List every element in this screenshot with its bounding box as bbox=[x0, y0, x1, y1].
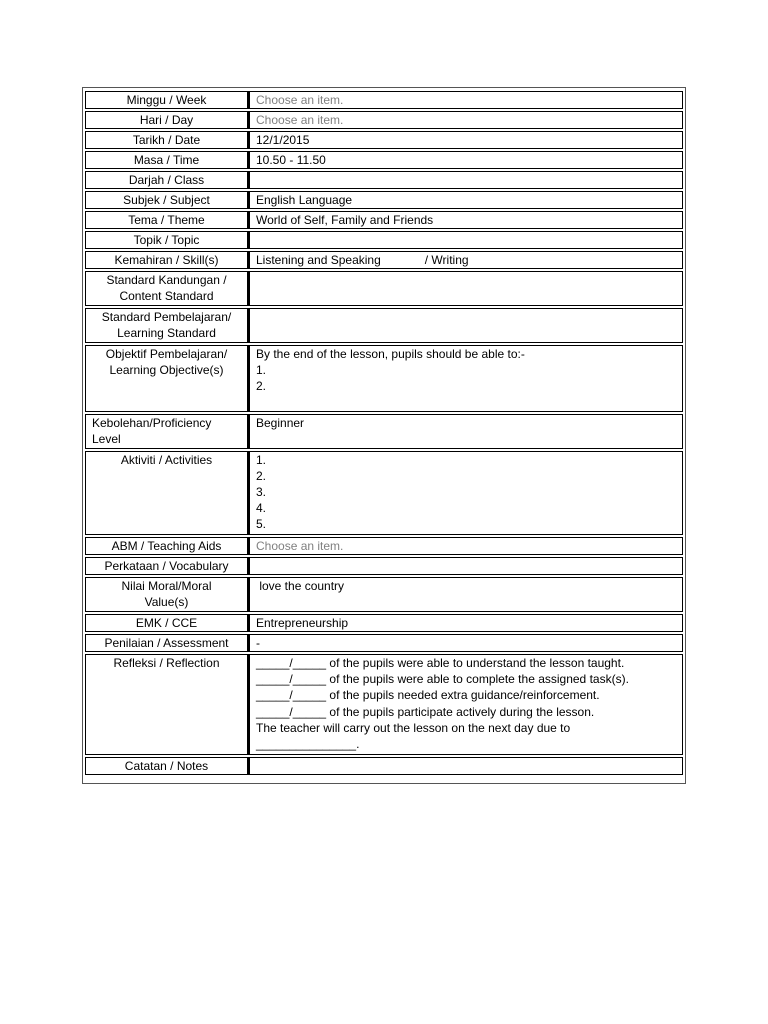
class-field[interactable] bbox=[248, 171, 683, 189]
activity-item-3: 3. bbox=[256, 485, 267, 499]
row-topic bbox=[85, 231, 683, 249]
week-dropdown[interactable]: Choose an item. bbox=[248, 91, 683, 109]
content-standard-field[interactable] bbox=[248, 271, 683, 306]
label-content-standard-2: Content Standard bbox=[119, 289, 214, 303]
row-moral bbox=[85, 577, 683, 612]
label-date: Tarikh / Date bbox=[85, 131, 248, 149]
label-proficiency bbox=[85, 414, 248, 449]
label-topic: Topik / Topic bbox=[85, 231, 248, 249]
reflection-line-4: _____/_____ of the pupils participate actively during the lesson. bbox=[256, 704, 595, 719]
theme-field[interactable]: World of Self, Family and Friends bbox=[248, 211, 683, 229]
label-proficiency-2: Level bbox=[92, 432, 121, 446]
moral-field[interactable]: love the country bbox=[248, 577, 683, 612]
row-skill bbox=[85, 251, 683, 269]
objective-intro: By the end of the lesson, pupils should be able to:- bbox=[256, 347, 525, 361]
activity-item-2: 2. bbox=[256, 469, 267, 483]
reflection-line-5: The teacher will carry out the lesson on the next day due to bbox=[256, 720, 571, 735]
row-week bbox=[85, 91, 683, 109]
row-time bbox=[85, 151, 683, 169]
reflection-line-6: _______________. bbox=[256, 736, 360, 751]
reflection-line-3: _____/_____ of the pupils needed extra guidance/reinforcement. bbox=[256, 688, 600, 703]
reflection-line-1: _____/_____ of the pupils were able to understand the lesson taught. bbox=[256, 656, 625, 670]
row-notes bbox=[85, 757, 683, 775]
label-objective bbox=[85, 345, 248, 412]
label-class: Darjah / Class bbox=[85, 171, 248, 189]
label-skill: Kemahiran / Skill(s) bbox=[85, 251, 248, 269]
aids-dropdown[interactable]: Choose an item. bbox=[248, 537, 683, 555]
time-field[interactable]: 10.50 - 11.50 bbox=[248, 151, 683, 169]
label-activities: Aktiviti / Activities bbox=[85, 451, 248, 535]
lesson-plan-table bbox=[85, 89, 683, 777]
row-class bbox=[85, 171, 683, 189]
label-notes: Catatan / Notes bbox=[85, 757, 248, 775]
label-time: Masa / Time bbox=[85, 151, 248, 169]
label-proficiency-1: Kebolehan/Proficiency bbox=[92, 416, 212, 430]
label-content-standard bbox=[85, 271, 248, 306]
label-emk: EMK / CCE bbox=[85, 614, 248, 632]
objective-item-1: 1. bbox=[256, 363, 267, 377]
day-dropdown[interactable]: Choose an item. bbox=[248, 111, 683, 129]
row-assessment bbox=[85, 634, 683, 652]
label-learning-standard-1: Standard Pembelajaran/ bbox=[101, 310, 232, 324]
date-field[interactable]: 12/1/2015 bbox=[248, 131, 683, 149]
row-day bbox=[85, 111, 683, 129]
subject-field[interactable]: English Language bbox=[248, 191, 683, 209]
label-vocabulary: Perkataan / Vocabulary bbox=[85, 557, 248, 575]
vocabulary-field[interactable] bbox=[248, 557, 683, 575]
skill-value-b: / Writing bbox=[424, 253, 469, 267]
objective-field[interactable] bbox=[248, 345, 683, 412]
notes-field[interactable] bbox=[248, 757, 683, 775]
assessment-field[interactable]: - bbox=[248, 634, 683, 652]
row-subject bbox=[85, 191, 683, 209]
proficiency-field[interactable]: Beginner bbox=[248, 414, 683, 449]
row-aids bbox=[85, 537, 683, 555]
row-date bbox=[85, 131, 683, 149]
label-objective-1: Objektif Pembelajaran/ bbox=[105, 347, 228, 361]
row-objective bbox=[85, 345, 683, 412]
skill-field[interactable] bbox=[248, 251, 683, 269]
reflection-field[interactable] bbox=[248, 654, 683, 755]
label-subject: Subjek / Subject bbox=[85, 191, 248, 209]
label-moral-1: Nilai Moral/Moral bbox=[121, 579, 212, 593]
label-content-standard-1: Standard Kandungan / bbox=[106, 273, 227, 287]
skill-value-a: Listening and Speaking bbox=[256, 253, 381, 267]
row-proficiency bbox=[85, 414, 683, 449]
label-day: Hari / Day bbox=[85, 111, 248, 129]
label-reflection: Refleksi / Reflection bbox=[85, 654, 248, 755]
label-assessment: Penilaian / Assessment bbox=[85, 634, 248, 652]
label-moral-2: Value(s) bbox=[144, 595, 189, 609]
topic-field[interactable] bbox=[248, 231, 683, 249]
learning-standard-field[interactable] bbox=[248, 308, 683, 343]
label-aids: ABM / Teaching Aids bbox=[85, 537, 248, 555]
label-week: Minggu / Week bbox=[85, 91, 248, 109]
objective-item-2: 2. bbox=[256, 379, 267, 393]
emk-field[interactable]: Entrepreneurship bbox=[248, 614, 683, 632]
row-content-standard bbox=[85, 271, 683, 306]
row-activities bbox=[85, 451, 683, 535]
row-reflection bbox=[85, 654, 683, 755]
activity-item-4: 4. bbox=[256, 501, 267, 515]
label-moral bbox=[85, 577, 248, 612]
row-vocabulary bbox=[85, 557, 683, 575]
row-emk bbox=[85, 614, 683, 632]
activities-field[interactable] bbox=[248, 451, 683, 535]
row-theme bbox=[85, 211, 683, 229]
reflection-line-2: _____/_____ of the pupils were able to complete the assigned task(s). bbox=[256, 672, 629, 687]
row-learning-standard bbox=[85, 308, 683, 343]
label-learning-standard bbox=[85, 308, 248, 343]
activity-item-5: 5. bbox=[256, 517, 267, 531]
activity-item-1: 1. bbox=[256, 453, 267, 467]
label-learning-standard-2: Learning Standard bbox=[117, 326, 216, 340]
label-theme: Tema / Theme bbox=[85, 211, 248, 229]
label-objective-2: Learning Objective(s) bbox=[109, 363, 224, 377]
